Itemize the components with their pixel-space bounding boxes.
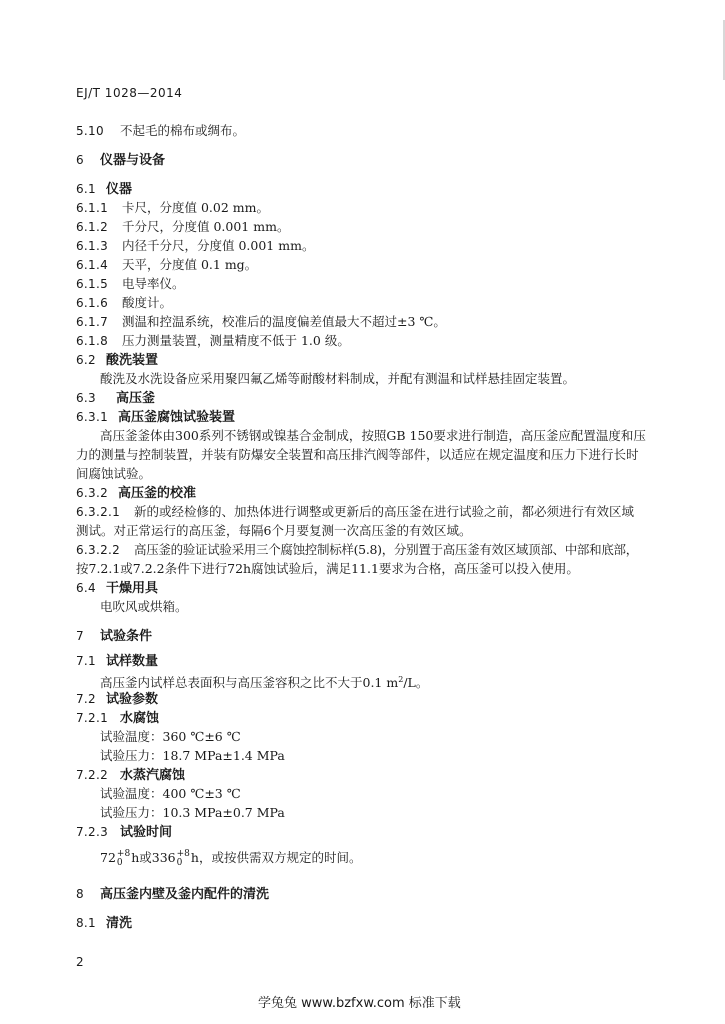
- superscript-exponent: 2: [398, 675, 404, 684]
- section-title: 试验时间: [120, 825, 173, 840]
- duration-end: h，或按供需双方规定的时间。: [190, 850, 362, 865]
- test-duration: [100, 848, 361, 868]
- section-7-1-text: [100, 672, 428, 691]
- section-number: 8.1: [76, 916, 96, 930]
- section-number: 6.3.2: [76, 486, 109, 500]
- section-title: 试验参数: [106, 692, 159, 707]
- section-6-heading: [76, 152, 165, 169]
- section-number: 7.1: [76, 654, 96, 668]
- section-title: 酸洗装置: [106, 353, 159, 368]
- clause-number: 6.1.7: [76, 315, 109, 329]
- clause-text: 千分尺，分度值 0.001 mm。: [122, 219, 290, 234]
- clause-text: 压力测量装置，测量精度不低于 1.0 级。: [122, 333, 350, 348]
- section-6-4-text: 电吹风或烘箱。: [100, 599, 188, 614]
- text-end: /L。: [403, 675, 429, 691]
- section-7-2-3-heading: [76, 824, 172, 841]
- section-6-2-heading: [76, 352, 158, 369]
- document-code: EJ/T 1028—2014: [76, 86, 183, 100]
- clause-text: 测温和控温系统，校准后的温度偏差值最大不超过±3 ℃。: [122, 314, 446, 329]
- section-6-2-text: 酸洗及水洗设备应采用聚四氟乙烯等耐酸材料制成，并配有测温和试样悬挂固定装置。: [100, 371, 576, 386]
- clause-number: 6.1.3: [76, 239, 109, 253]
- clause-6-1-8: [76, 333, 350, 350]
- section-number: 7: [76, 629, 84, 643]
- section-title: 试验条件: [100, 629, 153, 644]
- section-7-1-heading: [76, 653, 158, 670]
- text-main: 高压釜内试样总表面积与高压釜容积之比不大于0.1 m: [100, 675, 399, 691]
- test-temperature: 试验温度：400 ℃±3 ℃: [100, 786, 241, 801]
- section-number: 7.2.2: [76, 768, 109, 782]
- section-number: 6.3: [76, 391, 96, 405]
- clause-number: 5.10: [76, 124, 104, 138]
- section-number: 8: [76, 887, 84, 901]
- clause-6-1-1: [76, 200, 269, 217]
- clause-text: 不起毛的棉布或绸布。: [120, 123, 246, 138]
- paragraph-line: 力的测量与控制装置，并装有防爆安全装置和高压排汽阀等部件，以适应在规定温度和压力下进行长时: [76, 447, 639, 462]
- section-number: 7.2.1: [76, 711, 109, 725]
- paragraph-line: 间腐蚀试验。: [76, 466, 152, 481]
- section-title: 高压釜腐蚀试验装置: [118, 410, 236, 425]
- clause-number: 6.1.8: [76, 334, 109, 348]
- section-title: 仪器: [106, 182, 133, 197]
- section-6-3-heading: [76, 390, 155, 407]
- tolerance-upper: +8: [116, 848, 131, 859]
- section-8-1-heading: [76, 915, 132, 932]
- section-6-4-heading: [76, 580, 158, 597]
- duration-value-72: 72: [100, 850, 116, 865]
- watermark: 学兔兔 www.bzfxw.com 标准下载: [258, 996, 461, 1011]
- clause-6-1-6: [76, 295, 172, 312]
- section-number: 6.1: [76, 182, 96, 196]
- section-title: 试样数量: [106, 654, 159, 669]
- section-number: 6.2: [76, 353, 96, 367]
- duration-middle: h或336: [131, 850, 176, 865]
- clause-number: 6.1.5: [76, 277, 109, 291]
- paragraph-line: 新的或经检修的、加热体进行调整或更新后的高压釜在进行试验之前，都必须进行有效区域: [134, 504, 635, 519]
- section-7-2-1-heading: [76, 710, 159, 727]
- clause-number: 6.1.1: [76, 201, 109, 215]
- clause-number: 6.1.6: [76, 296, 109, 310]
- section-title: 高压釜内壁及釜内配件的清洗: [100, 887, 270, 902]
- section-title: 清洗: [106, 916, 133, 931]
- section-6-3-1-heading: [76, 409, 235, 426]
- section-7-2-heading: [76, 691, 158, 708]
- clause-number: 6.1.2: [76, 220, 109, 234]
- clause-text: 内径千分尺，分度值 0.001 mm。: [122, 238, 315, 253]
- clause-text: 电导率仪。: [122, 276, 185, 291]
- page-number: 2: [76, 955, 84, 969]
- section-7-heading: [76, 628, 152, 645]
- section-number: 6: [76, 153, 84, 167]
- clause-5-10: [76, 123, 245, 140]
- clause-6-1-7: [76, 314, 446, 331]
- section-number: 7.2: [76, 692, 96, 706]
- tolerance-upper: +8: [176, 848, 190, 859]
- section-number: 6.3.1: [76, 410, 109, 424]
- section-number: 7.2.3: [76, 825, 109, 839]
- section-title: 水蒸汽腐蚀: [120, 768, 186, 783]
- tolerance-lower: 0: [116, 857, 123, 868]
- clause-number: 6.3.2.1: [76, 505, 121, 519]
- clause-text: 卡尺，分度值 0.02 mm。: [122, 200, 269, 215]
- paragraph-line: 高压釜的验证试验采用三个腐蚀控制标样(5.8)，分别置于高压釜有效区域顶部、中部和底部，: [134, 542, 638, 557]
- paragraph-line: 高压釜釜体由300系列不锈钢或镍基合金制成，按照GB 150要求进行制造，高压釜应配置温度和压: [100, 428, 646, 443]
- clause-text: 天平，分度值 0.1 mg。: [122, 257, 258, 272]
- tolerance-lower: 0: [176, 857, 183, 868]
- clause-6-1-4: [76, 257, 257, 274]
- clause-6-1-5: [76, 276, 185, 293]
- tolerance-336: [177, 850, 190, 868]
- clause-text: 酸度计。: [122, 295, 173, 310]
- test-pressure: 试验压力：18.7 MPa±1.4 MPa: [100, 748, 285, 763]
- paragraph-line: 测试。对正常运行的高压釜，每隔6个月要复测一次高压釜的有效区域。: [76, 523, 472, 538]
- clause-6-1-2: [76, 219, 289, 236]
- section-6-3-2-heading: [76, 485, 196, 502]
- section-number: 6.4: [76, 581, 96, 595]
- test-pressure: 试验压力：10.3 MPa±0.7 MPa: [100, 805, 285, 820]
- clause-6-3-2-1: [76, 504, 634, 521]
- tolerance-72: [117, 850, 130, 868]
- clause-6-1-3: [76, 238, 314, 255]
- section-6-1-heading: [76, 181, 132, 198]
- clause-number: 6.1.4: [76, 258, 109, 272]
- section-title: 高压釜: [116, 391, 156, 406]
- paragraph-line: 按7.2.1或7.2.2条件下进行72h腐蚀试验后，满足11.1要求为合格，高压釜可以投入使用。: [76, 561, 579, 576]
- section-title: 水腐蚀: [120, 711, 160, 726]
- test-temperature: 试验温度：360 ℃±6 ℃: [100, 729, 241, 744]
- section-title: 高压釜的校准: [118, 486, 197, 501]
- section-8-heading: [76, 886, 269, 903]
- clause-6-3-2-2: [76, 542, 638, 559]
- section-title: 干燥用具: [106, 581, 159, 596]
- section-7-2-2-heading: [76, 767, 185, 784]
- section-title: 仪器与设备: [100, 153, 166, 168]
- clause-number: 6.3.2.2: [76, 543, 121, 557]
